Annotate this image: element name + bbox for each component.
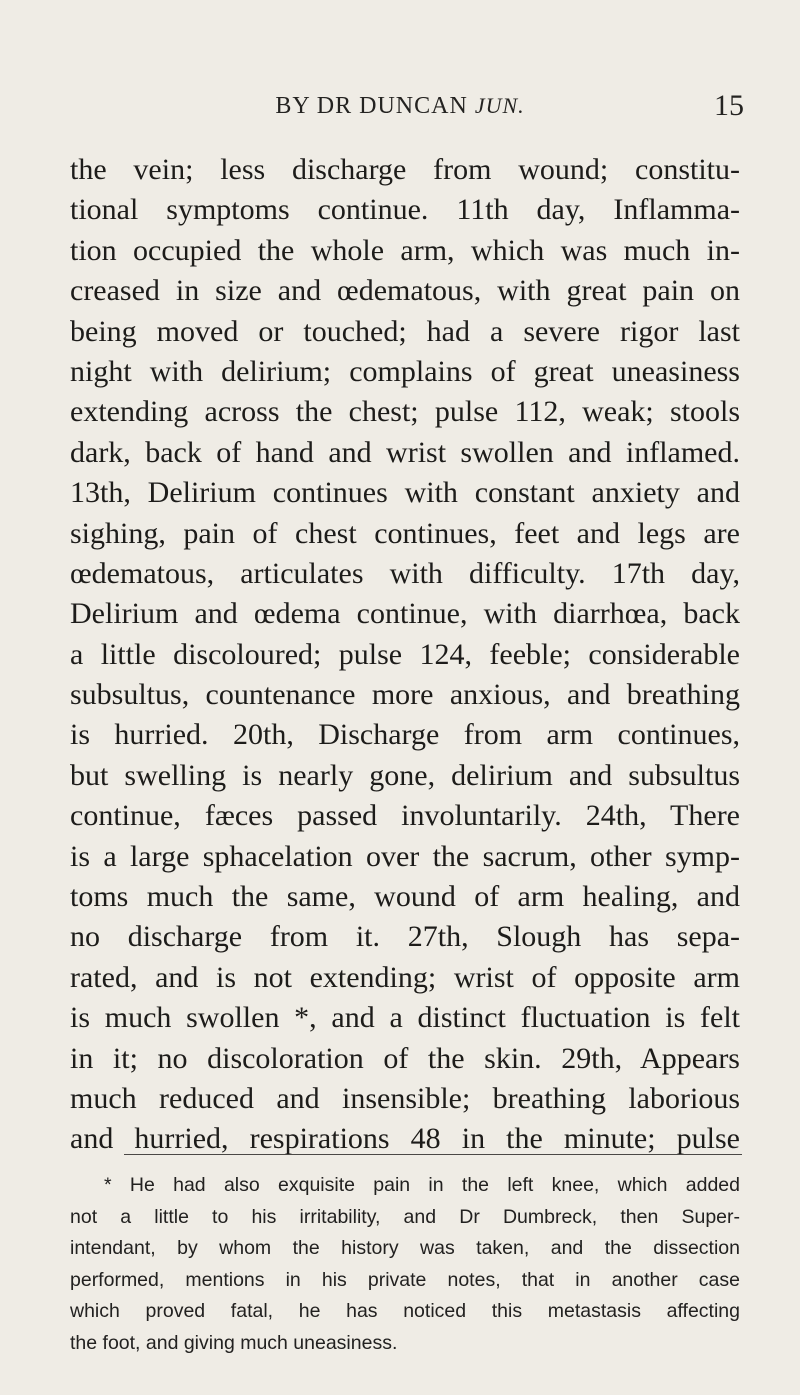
footnote — [70, 1170, 740, 1359]
text-line: the vein; less discharge from wound; constitu- — [70, 153, 740, 186]
text-line: extending across the chest; pulse 112, weak; stools — [70, 395, 740, 429]
text-line: continue, fæces passed involuntarily. 24th, There — [70, 799, 740, 833]
text-line: is much swollen *, and a distinct fluctuation is felt — [70, 1001, 740, 1035]
text-line: sighing, pain of chest continues, feet and legs are — [70, 516, 740, 550]
footnote-line: performed, mentions in his private notes, that in another case — [70, 1268, 740, 1291]
text-line: rated, and is not extending; wrist of opposite arm — [70, 960, 740, 994]
page-header — [0, 89, 800, 129]
running-head-italic: JUN. — [474, 93, 525, 118]
text-line: œdematous, articulates with difficulty. 17th day, — [70, 556, 740, 590]
running-head-text: BY DR DUNCAN — [275, 93, 475, 119]
body-text — [70, 150, 740, 1160]
text-line: toms much the same, wound of arm healing, and — [70, 880, 740, 914]
footnote-line: the foot, and giving much uneasiness. — [70, 1331, 398, 1354]
text-line: tional symptoms continue. 11th day, Inflamma- — [70, 193, 740, 227]
text-line: and hurried, respirations 48 in the minute; pulse — [70, 1122, 740, 1156]
text-line: a little discoloured; pulse 124, feeble; considerable — [70, 637, 740, 671]
text-line: creased in size and œdematous, with great pain on — [70, 274, 740, 308]
text-line: in it; no discoloration of the skin. 29th, Appears — [70, 1041, 740, 1075]
text-line: being moved or touched; had a severe rigor last — [70, 314, 740, 348]
text-line: is a large sphacelation over the sacrum, other symp- — [70, 839, 740, 873]
footnote-divider — [124, 1154, 742, 1155]
page-number: 15 — [714, 89, 744, 122]
text-line: is hurried. 20th, Discharge from arm continues, — [70, 718, 740, 752]
running-head — [0, 93, 800, 120]
footnote-line: not a little to his irritability, and Dr Dumbreck, then Super- — [70, 1205, 740, 1228]
footnote-line: intendant, by whom the history was taken, and the dissection — [70, 1237, 740, 1259]
text-line: but swelling is nearly gone, delirium and subsultus — [70, 758, 740, 792]
text-line: subsultus, countenance more anxious, and breathing — [70, 678, 740, 712]
text-line: 13th, Delirium continues with constant anxiety and — [70, 476, 740, 510]
text-line: no discharge from it. 27th, Slough has sepa- — [70, 920, 740, 954]
text-line: Delirium and œdema continue, with diarrhœa, back — [70, 597, 740, 631]
text-line: dark, back of hand and wrist swollen and inflamed. — [70, 435, 740, 469]
footnote-line: * He had also exquisite pain in the left knee, which added — [104, 1174, 740, 1196]
footnote-line: which proved fatal, he has noticed this metastasis affecting — [70, 1300, 740, 1322]
text-line: tion occupied the whole arm, which was much in- — [70, 233, 740, 267]
text-line: night with delirium; complains of great uneasiness — [70, 354, 740, 388]
text-line: much reduced and insensible; breathing laborious — [70, 1081, 740, 1115]
